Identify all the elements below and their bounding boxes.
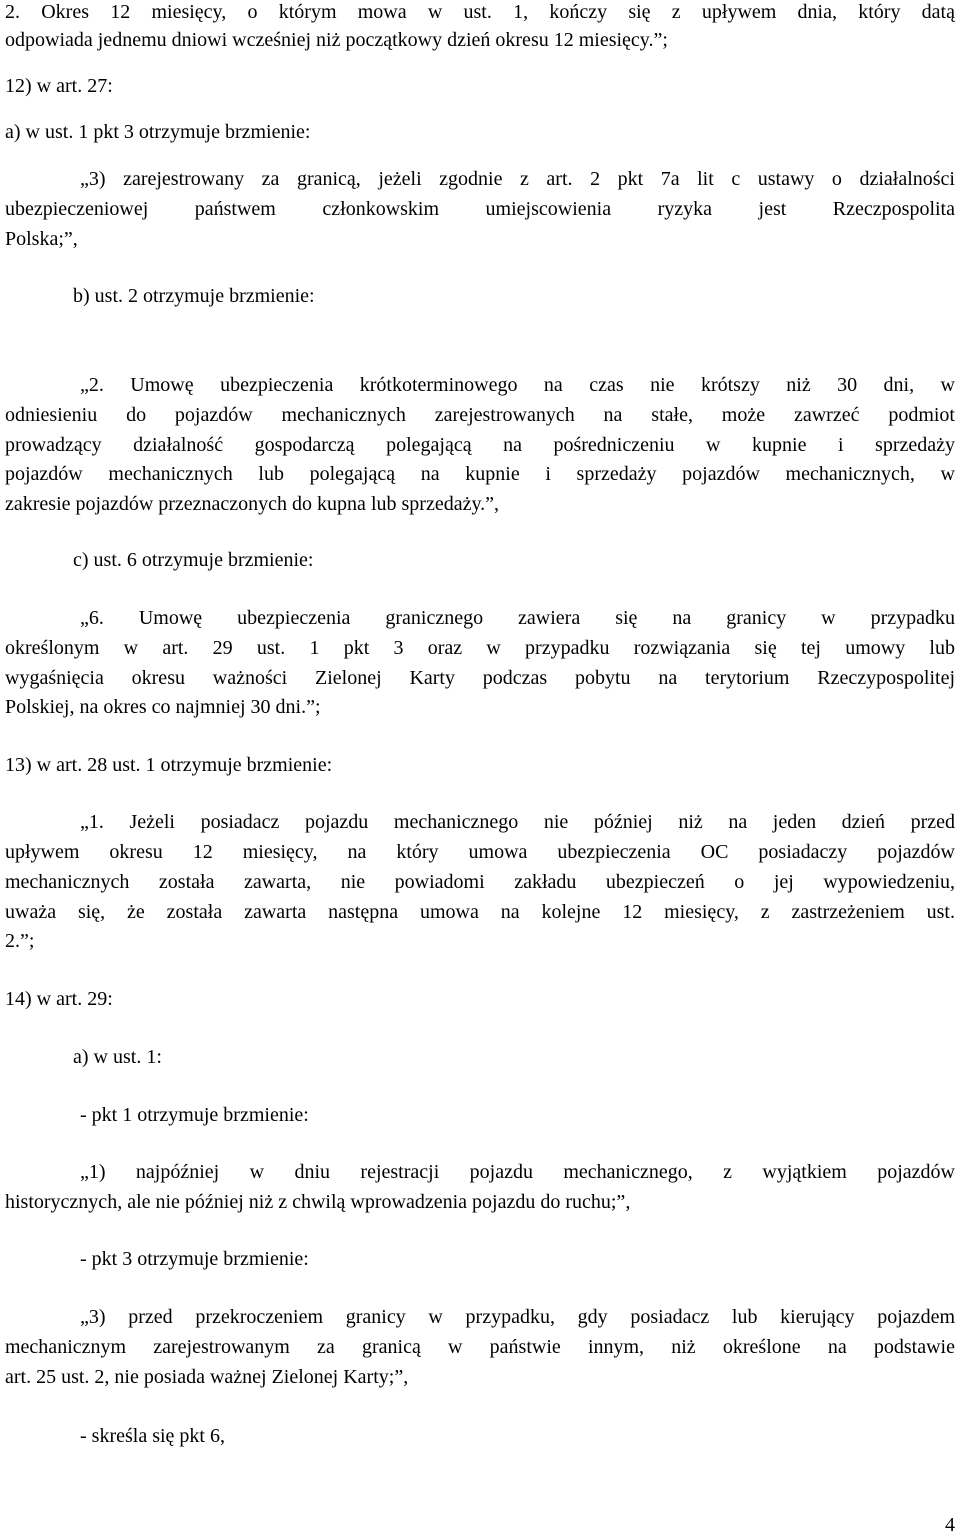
text-line: a) w ust. 1 pkt 3 otrzymuje brzmienie: xyxy=(5,121,311,143)
text-line: - skreśla się pkt 6, xyxy=(80,1425,225,1447)
text-line: 2. Okres 12 miesięcy, o którym mowa w ust. 1, kończy się z upływem dnia, który datą xyxy=(5,1,955,23)
text-line: b) ust. 2 otrzymuje brzmienie: xyxy=(73,285,315,307)
text-line: Polskiej, na okres co najmniej 30 dni.”; xyxy=(5,696,321,718)
text-line: „6. Umowę ubezpieczenia granicznego zawiera się na granicy w przypadku xyxy=(80,607,955,629)
text-line: a) w ust. 1: xyxy=(73,1046,162,1068)
text-line: historycznych, ale nie później niż z chwilą wprowadzenia pojazdu do ruchu;”, xyxy=(5,1191,631,1213)
text-line: „3) zarejestrowany za granicą, jeżeli zgodnie z art. 2 pkt 7a lit c ustawy o działalności xyxy=(80,168,955,190)
text-line: 13) w art. 28 ust. 1 otrzymuje brzmienie: xyxy=(5,754,333,776)
text-line: ubezpieczeniowej państwem członkowskim umiejscowienia ryzyka jest Rzeczpospolita xyxy=(5,198,955,220)
text-line: „1. Jeżeli posiadacz pojazdu mechanicznego nie później niż na jeden dzień przed xyxy=(80,811,955,833)
text-line: 14) w art. 29: xyxy=(5,988,113,1010)
text-line: wygaśnięcia okresu ważności Zielonej Karty podczas pobytu na terytorium Rzeczypospolitej xyxy=(5,667,955,689)
text-line: odniesieniu do pojazdów mechanicznych zarejestrowanych na stałe, może zawrzeć podmiot xyxy=(5,404,955,426)
text-line: „1) najpóźniej w dniu rejestracji pojazdu mechanicznego, z wyjątkiem pojazdów xyxy=(80,1161,955,1183)
text-line: Polska;”, xyxy=(5,228,78,250)
text-line: upływem okresu 12 miesięcy, na który umowa ubezpieczenia OC posiadaczy pojazdów xyxy=(5,841,955,863)
text-line: pojazdów mechanicznych lub polegającą na kupnie i sprzedaży pojazdów mechanicznych, w xyxy=(5,463,955,485)
text-line: 2.”; xyxy=(5,930,35,952)
text-line: - pkt 1 otrzymuje brzmienie: xyxy=(80,1104,309,1126)
text-line: mechanicznym zarejestrowanym za granicą w państwie innym, niż określone na podstawie xyxy=(5,1336,955,1358)
text-line: prowadzący działalność gospodarczą polegającą na pośredniczeniu w kupnie i sprzedaży xyxy=(5,434,955,456)
text-line: „2. Umowę ubezpieczenia krótkoterminowego na czas nie krótszy niż 30 dni, w xyxy=(80,374,955,396)
text-line: „3) przed przekroczeniem granicy w przypadku, gdy posiadacz lub kierujący pojazdem xyxy=(80,1306,955,1328)
text-line: określonym w art. 29 ust. 1 pkt 3 oraz w przypadku rozwiązania się tej umowy lub xyxy=(5,637,955,659)
text-line: art. 25 ust. 2, nie posiada ważnej Zielonej Karty;”, xyxy=(5,1366,409,1388)
text-line: - pkt 3 otrzymuje brzmienie: xyxy=(80,1248,309,1270)
page-number: 4 xyxy=(945,1514,955,1536)
text-line: uważa się, że została zawarta następna umowa na kolejne 12 miesięcy, z zastrzeżeniem ust. xyxy=(5,901,955,923)
text-line: c) ust. 6 otrzymuje brzmienie: xyxy=(73,549,314,571)
text-line: zakresie pojazdów przeznaczonych do kupna lub sprzedaży.”, xyxy=(5,493,500,515)
text-line: 12) w art. 27: xyxy=(5,75,113,97)
text-line: odpowiada jednemu dniowi wcześniej niż początkowy dzień okresu 12 miesięcy.”; xyxy=(5,29,668,51)
text-line: mechanicznych została zawarta, nie powiadomi zakładu ubezpieczeń o jej wypowiedzeniu, xyxy=(5,871,955,893)
